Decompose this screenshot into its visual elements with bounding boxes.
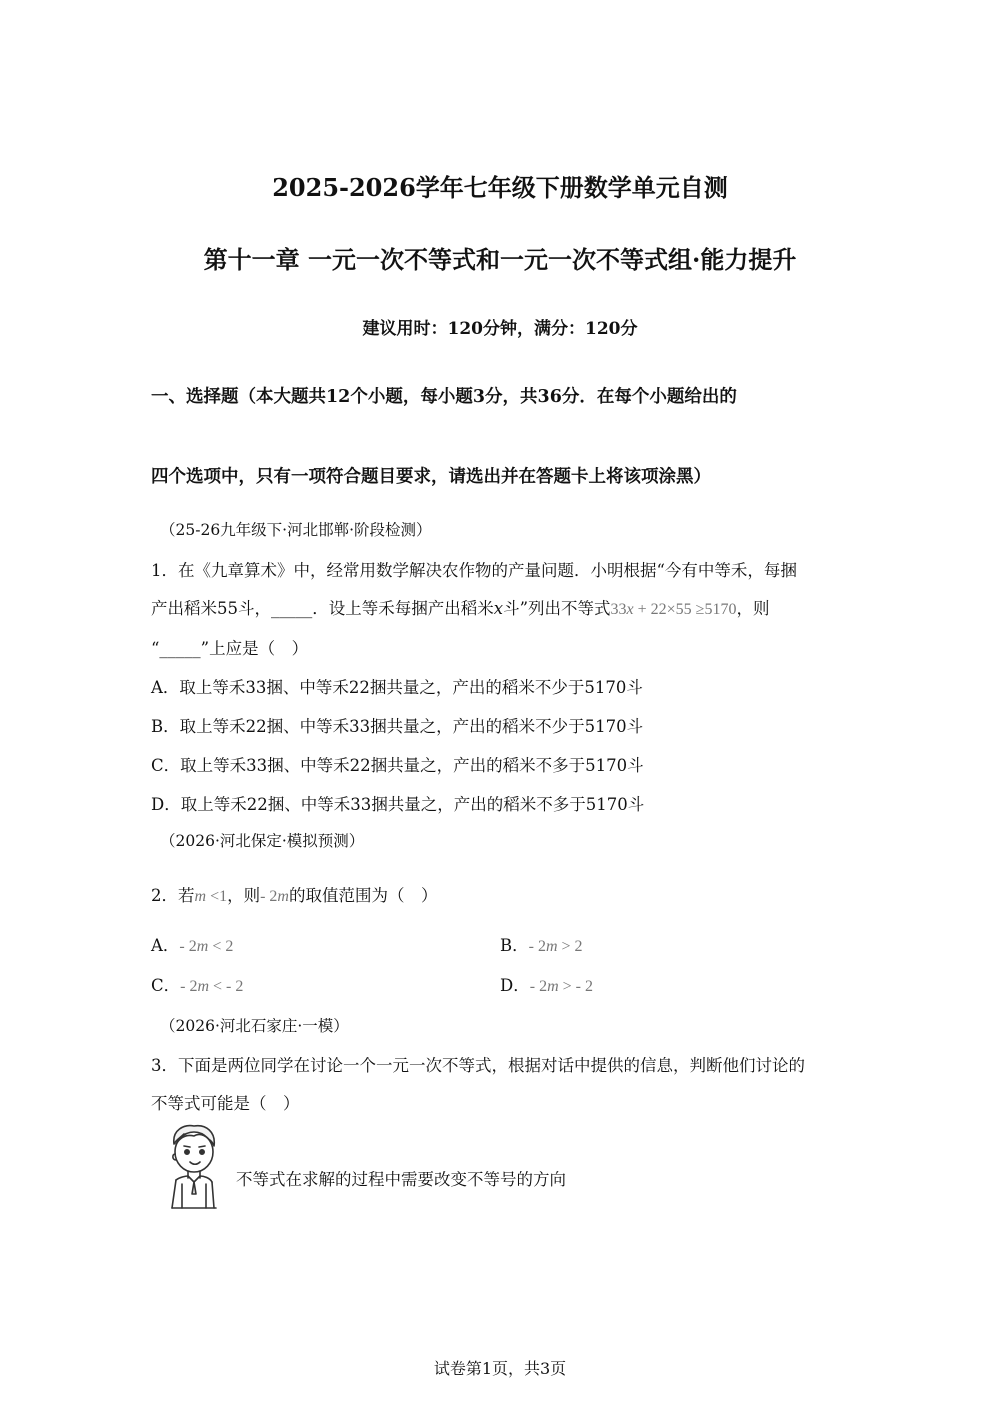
variable-m: m bbox=[197, 978, 210, 995]
option-c[interactable] bbox=[151, 972, 243, 996]
option-label: B． bbox=[500, 936, 529, 955]
question-2-text: ，则 bbox=[227, 886, 261, 905]
option-expression bbox=[530, 978, 593, 995]
question-3-line2: 不等式可能是（ ） bbox=[151, 1094, 300, 1113]
question-1-text: 斗”列出不等式 bbox=[503, 599, 611, 618]
speech-text: 不等式在求解的过程中需要改变不等号的方向 bbox=[236, 1170, 566, 1189]
expr-suffix: > 2 bbox=[557, 938, 583, 955]
page-footer: 试卷第1页，共3页 bbox=[433, 1359, 567, 1378]
document-title: 2025-2026学年七年级下册数学单元自测 bbox=[272, 173, 728, 202]
expr-prefix: - 2 bbox=[528, 938, 546, 955]
variable-m: m bbox=[277, 888, 289, 905]
option-b[interactable]: B．取上等禾22捆、中等禾33捆共量之，产出的稻米不少于5170斗 bbox=[151, 717, 644, 736]
option-label: A． bbox=[151, 936, 180, 955]
option-c[interactable]: C．取上等禾33捆、中等禾22捆共量之，产出的稻米不多于5170斗 bbox=[151, 756, 644, 775]
section-heading-line1: 一、选择题（本大题共12个小题，每小题3分，共36分．在每个小题给出的 bbox=[151, 387, 737, 407]
question-2-text: 的取值范围为（ ） bbox=[288, 886, 438, 905]
question-source: （2026·河北石家庄·一模） bbox=[160, 1017, 349, 1035]
question-source: （25-26九年级下·河北邯郸·阶段检测） bbox=[160, 521, 432, 539]
inequality-expression bbox=[611, 601, 737, 618]
variable-x: x bbox=[493, 599, 504, 618]
option-expression bbox=[180, 978, 243, 995]
time-score-hint: 建议用时：120分钟，满分：120分 bbox=[362, 319, 638, 339]
coefficient: 33 bbox=[610, 601, 627, 618]
option-d[interactable]: D．取上等禾22捆、中等禾33捆共量之，产出的稻米不多于5170斗 bbox=[151, 795, 645, 814]
student-cartoon-illustration bbox=[162, 1122, 224, 1210]
condition-expression bbox=[195, 888, 228, 905]
expr-suffix: < 2 bbox=[208, 938, 234, 955]
option-d[interactable] bbox=[500, 972, 593, 996]
inequality-rest: + 22×55 ≥5170 bbox=[633, 601, 737, 618]
variable-m: m bbox=[545, 938, 558, 955]
expr-prefix: - 2 bbox=[179, 938, 197, 955]
option-b[interactable] bbox=[500, 932, 583, 956]
question-source: （2026·河北保定·模拟预测） bbox=[160, 832, 365, 850]
variable-m: m bbox=[194, 888, 207, 905]
expr-prefix: - 2 bbox=[180, 978, 198, 995]
option-expression bbox=[529, 938, 583, 955]
question-2-text: 2．若 bbox=[151, 886, 195, 905]
section-heading-line2: 四个选项中，只有一项符合题目要求，请选出并在答题卡上将该项涂黑） bbox=[151, 467, 711, 487]
option-label: D． bbox=[500, 976, 530, 995]
answer-blank: _____ bbox=[271, 599, 313, 618]
question-1-line1: 1．在《九章算术》中，经常用数学解决农作物的产量问题．小明根据“今有中等禾，每捆 bbox=[151, 561, 797, 580]
question-3-line1: 3．下面是两位同学在讨论一个一元一次不等式，根据对话中提供的信息，判断他们讨论的 bbox=[151, 1056, 805, 1075]
variable-x: x bbox=[626, 601, 634, 618]
option-expression bbox=[179, 938, 233, 955]
option-a[interactable] bbox=[151, 932, 233, 956]
variable-m: m bbox=[547, 978, 559, 995]
option-a[interactable]: A．取上等禾33捆、中等禾22捆共量之，产出的稻米不少于5170斗 bbox=[151, 678, 643, 697]
question-1-text: ．设上等禾每捆产出稻米 bbox=[312, 599, 494, 618]
expr-prefix: - 2 bbox=[260, 888, 278, 905]
chapter-subtitle: 第十一章 一元一次不等式和一元一次不等式组·能力提升 bbox=[203, 245, 797, 274]
expr-suffix: > - 2 bbox=[558, 978, 593, 995]
target-expression bbox=[260, 888, 289, 905]
expr-suffix: < - 2 bbox=[209, 978, 244, 995]
option-label: C． bbox=[151, 976, 181, 995]
question-1-line3: “_____”上应是（ ） bbox=[151, 639, 309, 658]
question-1-line2 bbox=[151, 595, 769, 619]
condition-rest: <1 bbox=[206, 888, 228, 905]
question-2-stem bbox=[151, 882, 437, 906]
question-1-text: ，则 bbox=[736, 599, 770, 618]
question-1-text: 产出稻米55斗， bbox=[151, 599, 271, 618]
variable-m: m bbox=[196, 938, 209, 955]
expr-prefix: - 2 bbox=[529, 978, 548, 995]
